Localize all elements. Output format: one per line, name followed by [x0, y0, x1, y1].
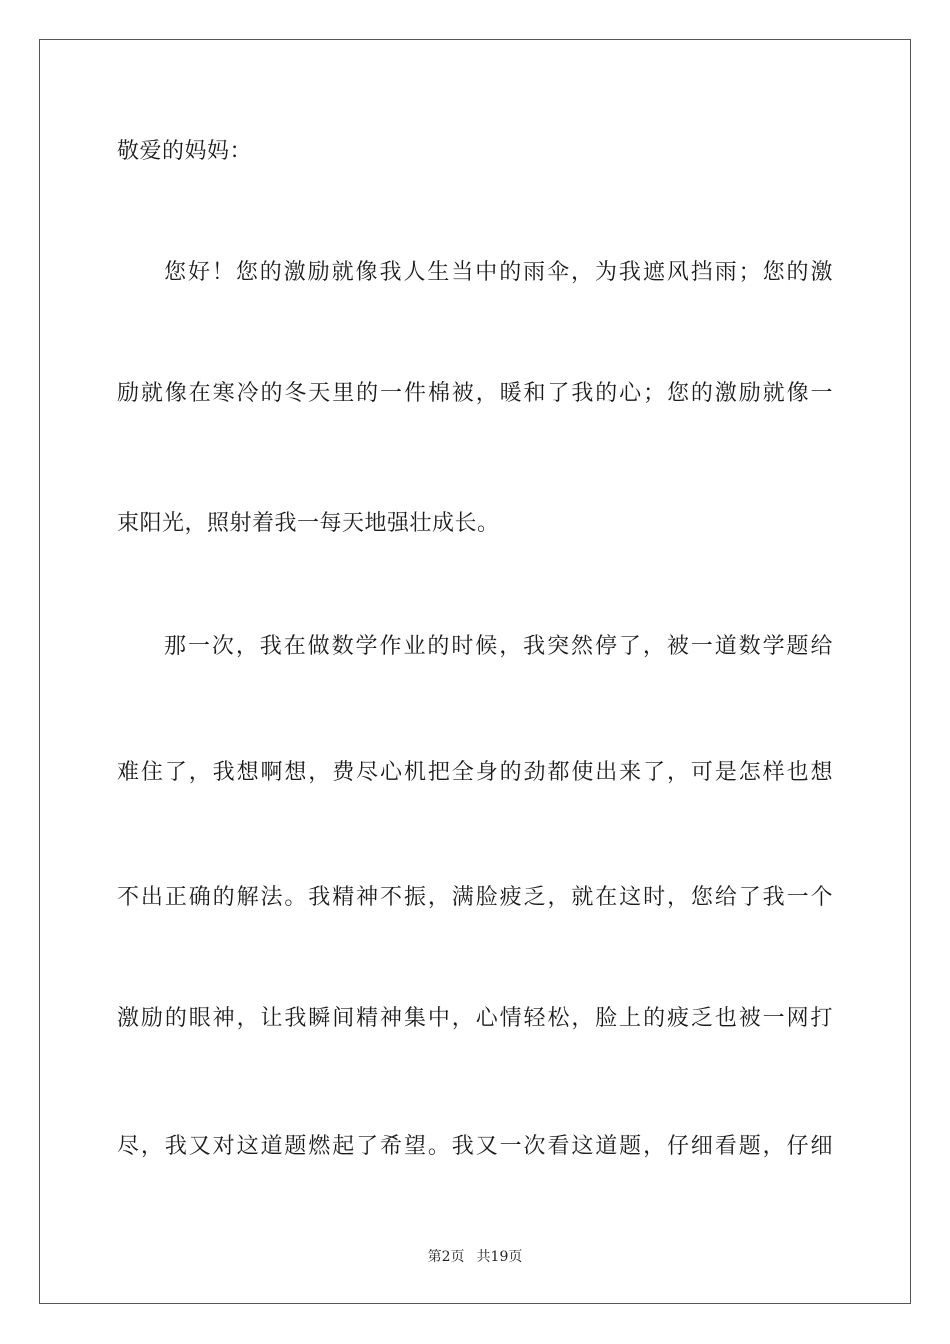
page-footer	[0, 1248, 950, 1266]
page-total: 共19页	[476, 1249, 523, 1265]
paragraph-1-line-3: 束阳光，照射着我一每天地强壮成长。	[117, 511, 500, 536]
paragraph-2-line-4: 激励的眼神，让我瞬间精神集中，心情轻松，脸上的疲乏也被一网打	[117, 1006, 833, 1031]
page-border	[39, 39, 911, 1304]
paragraph-1-line-1: 您好！您的激励就像我人生当中的雨伞，为我遮风挡雨；您的激	[164, 260, 833, 285]
paragraph-2-line-5: 尽，我又对这道题燃起了希望。我又一次看这道题，仔细看题，仔细	[117, 1134, 833, 1159]
letter-greeting: 敬爱的妈妈：	[117, 139, 253, 164]
paragraph-2-line-2: 难住了，我想啊想，费尽心机把全身的劲都使出来了，可是怎样也想	[117, 760, 833, 785]
paragraph-2-line-1: 那一次，我在做数学作业的时候，我突然停了，被一道数学题给	[164, 634, 833, 659]
page-number: 第2页	[427, 1249, 465, 1265]
paragraph-1-line-2: 励就像在寒冷的冬天里的一件棉被，暖和了我的心；您的激励就像一	[117, 381, 833, 406]
paragraph-2-line-3: 不出正确的解法。我精神不振，满脸疲乏，就在这时，您给了我一个	[117, 885, 833, 910]
